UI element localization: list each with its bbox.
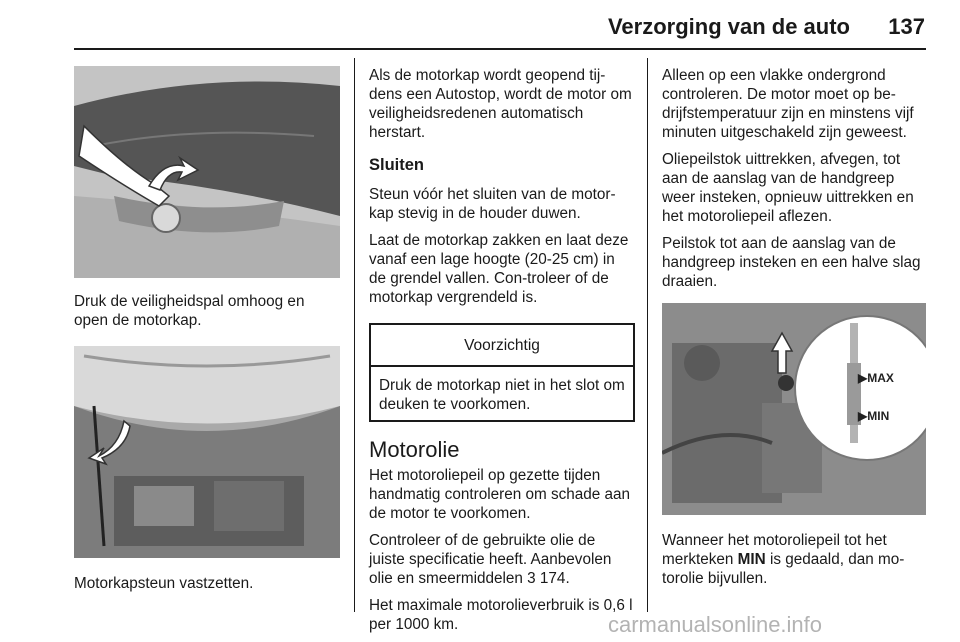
column-divider [354, 58, 355, 612]
watermark: carmanualsonline.info [608, 612, 823, 637]
figure-caption: Druk de veiligheidspal omhoog en open de motorkap. [74, 293, 305, 329]
paragraph: Peilstok tot aan de aanslag van de handgreep insteken en een halve slag draaien. [662, 235, 921, 290]
page-reference[interactable]: 174. [539, 570, 570, 587]
paragraph: Wanneer het motoroliepeil tot het merkteken MIN is gedaald, dan mo-torolie bijvullen. [662, 532, 905, 587]
paragraph-text: Controleer of de gebruikte olie de juiste specificatie heeft. Aanbevolen olie en smeermiddelen [369, 532, 612, 587]
paragraph: Als de motorkap wordt geopend tij-dens een Autostop, wordt de motor om veiligheidsredenen automatisch herstart. [369, 67, 632, 141]
column-divider [647, 58, 648, 612]
min-mark: MIN [737, 551, 766, 568]
caution-text: Druk de motorkap niet in het slot om deuken te voorkomen. [379, 377, 625, 413]
dipstick-max-label: ▶MAX [858, 371, 894, 385]
dipstick-min-label: ▶MIN [858, 409, 890, 423]
column-3 [662, 66, 926, 596]
figure-dipstick [662, 303, 926, 515]
paragraph: Het motoroliepeil op gezette tijden handmatig controleren om schade aan de motor te voorkomen. [369, 467, 631, 522]
paragraph: Steun vóór het sluiten van de motor-kap stevig in de houder duwen. [369, 186, 616, 222]
figure-hood-latch [74, 66, 340, 278]
column-1 [74, 66, 340, 601]
hood-support-illustration [74, 346, 340, 558]
caution-box [369, 323, 635, 422]
paragraph [369, 531, 635, 588]
max-marker-icon: ▶ [858, 371, 868, 385]
header-rule [74, 48, 926, 50]
paragraph: Alleen op een vlakke ondergrond controleren. De motor moet op be-drijfstemperatuur zijn en minstens vijf minuten uitgeschakeld zijn geweest. [662, 67, 914, 141]
min-marker-icon: ▶ [858, 409, 868, 423]
figure-caption: Motorkapsteun vastzetten. [74, 575, 254, 592]
section-heading-motorolie: Motorolie [369, 437, 460, 462]
figure-hood-support [74, 346, 340, 558]
page-number: 137 [888, 14, 925, 39]
section-heading-sluiten: Sluiten [369, 156, 425, 174]
hood-latch-illustration [74, 66, 340, 278]
paragraph: Het maximale motorolieverbruik is 0,6 l per 1000 km. [369, 597, 633, 633]
column-2 [369, 66, 635, 642]
caution-title: Voorzichtig [371, 325, 633, 367]
paragraph: Oliepeilstok uittrekken, afvegen, tot aan de aanslag van de handgreep weer insteken, opnieuw uittrekken en het motoroliepeil aflezen. [662, 151, 914, 225]
page-reference-icon: 3 [527, 570, 536, 587]
header-title: Verzorging van de auto [607, 14, 850, 39]
paragraph: Laat de motorkap zakken en laat deze vanaf een lage hoogte (20-25 cm) in de grendel vallen. Con-troleer of de motorkap vergrendeld is. [369, 232, 629, 306]
